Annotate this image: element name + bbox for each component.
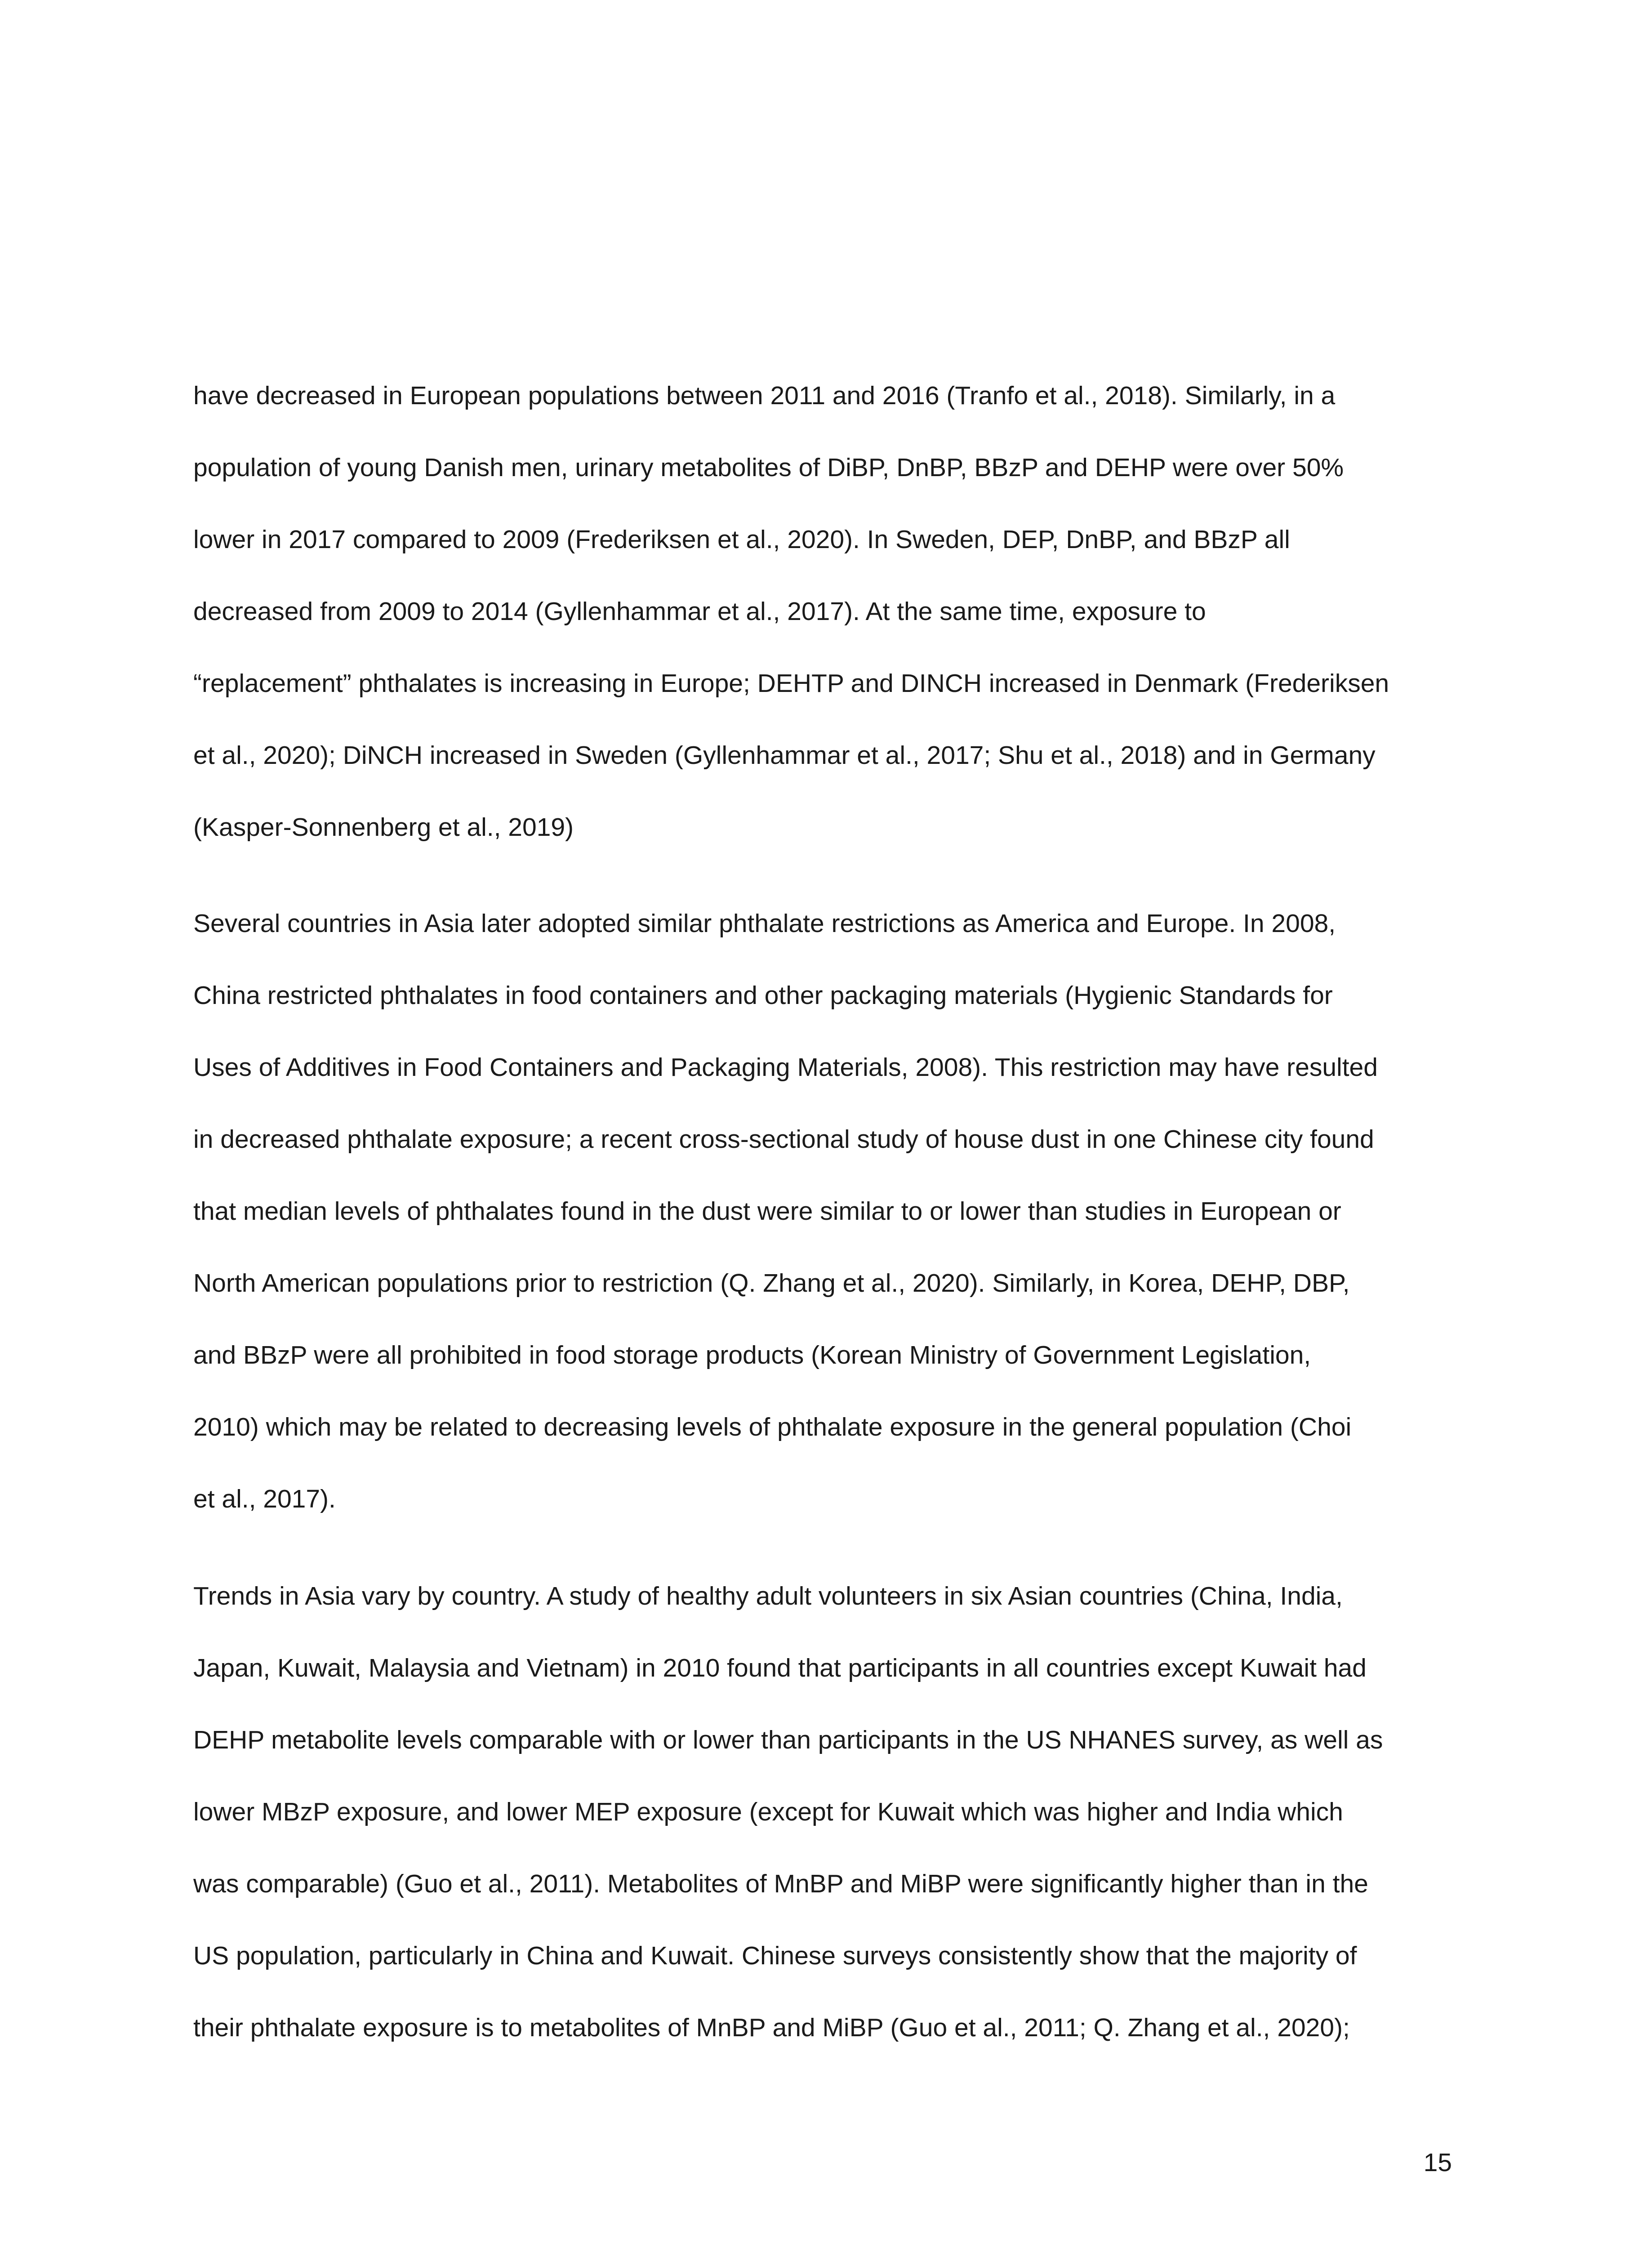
text-line: lower in 2017 compared to 2009 (Frederiksen et al., 2020). In Sweden, DEP, DnBP, and BBzP all	[193, 525, 1290, 554]
text-line: Japan, Kuwait, Malaysia and Vietnam) in 2010 found that participants in all countries except Kuwait had	[193, 1654, 1367, 1682]
text-line: 2010) which may be related to decreasing levels of phthalate exposure in the general population (Choi	[193, 1413, 1352, 1441]
text-line: their phthalate exposure is to metabolites of MnBP and MiBP (Guo et al., 2011; Q. Zhang et al., 2020);	[193, 2013, 1350, 2042]
text-line: lower MBzP exposure, and lower MEP exposure (except for Kuwait which was higher and India which	[193, 1798, 1343, 1826]
text-line: and BBzP were all prohibited in food storage products (Korean Ministry of Government Legislation,	[193, 1341, 1311, 1369]
text-line: was comparable) (Guo et al., 2011). Metabolites of MnBP and MiBP were significantly higher than in the	[193, 1869, 1368, 1898]
paragraph-2	[193, 888, 1452, 1535]
text-line: have decreased in European populations between 2011 and 2016 (Tranfo et al., 2018). Similarly, in a	[193, 381, 1336, 410]
text-line: Several countries in Asia later adopted similar phthalate restrictions as America and Europe. In 2008,	[193, 909, 1336, 938]
text-line: that median levels of phthalates found in the dust were similar to or lower than studies in European or	[193, 1197, 1341, 1226]
text-line: Trends in Asia vary by country. A study of healthy adult volunteers in six Asian countries (China, India,	[193, 1582, 1343, 1610]
text-line: China restricted phthalates in food containers and other packaging materials (Hygienic Standards for	[193, 981, 1333, 1010]
paragraph-3	[193, 1560, 1452, 2064]
body-text	[193, 360, 1452, 2064]
text-line: in decreased phthalate exposure; a recent cross-sectional study of house dust in one Chinese city found	[193, 1125, 1374, 1154]
text-line: “replacement” phthalates is increasing in Europe; DEHTP and DINCH increased in Denmark (Frederiksen	[193, 669, 1389, 698]
text-line: et al., 2017).	[193, 1485, 336, 1513]
paragraph-1	[193, 360, 1452, 863]
text-line: (Kasper-Sonnenberg et al., 2019)	[193, 813, 574, 842]
page-number: 15	[1423, 2148, 1452, 2177]
text-line: DEHP metabolite levels comparable with or lower than participants in the US NHANES survey, as well as	[193, 1726, 1383, 1754]
text-line: US population, particularly in China and Kuwait. Chinese surveys consistently show that the majority of	[193, 1941, 1357, 1970]
text-line: population of young Danish men, urinary metabolites of DiBP, DnBP, BBzP and DEHP were over 50%	[193, 453, 1344, 482]
text-line: et al., 2020); DiNCH increased in Sweden (Gyllenhammar et al., 2017; Shu et al., 2018) and in Germany	[193, 741, 1376, 770]
text-line: decreased from 2009 to 2014 (Gyllenhammar et al., 2017). At the same time, exposure to	[193, 597, 1206, 626]
text-line: Uses of Additives in Food Containers and Packaging Materials, 2008). This restriction may have resulted	[193, 1053, 1378, 1082]
paragraph-spacing	[193, 863, 1452, 888]
paragraph-spacing	[193, 1535, 1452, 1560]
text-line: North American populations prior to restriction (Q. Zhang et al., 2020). Similarly, in Korea, DEHP, DBP,	[193, 1269, 1350, 1298]
